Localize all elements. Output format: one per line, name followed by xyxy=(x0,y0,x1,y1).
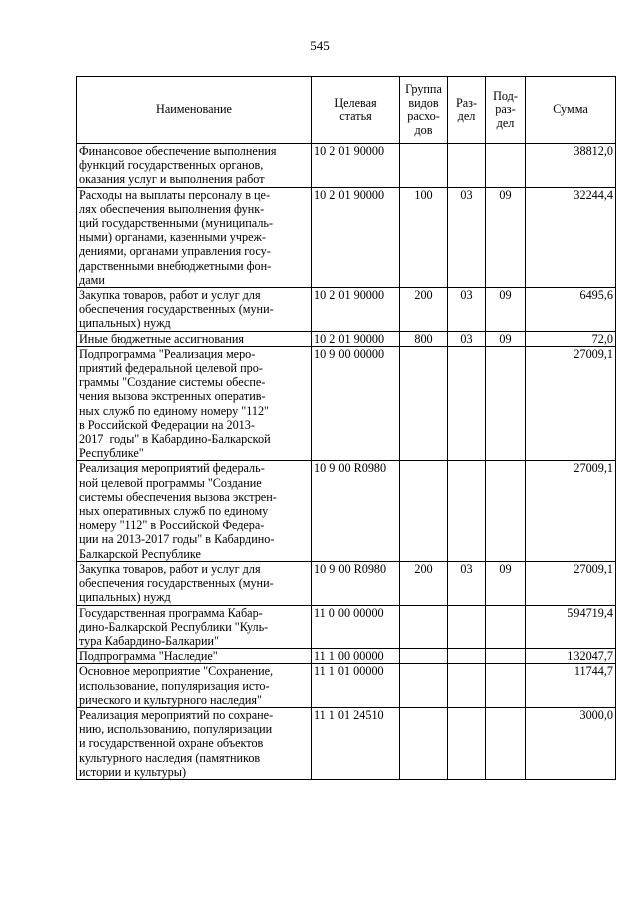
cell-target: 10 2 01 90000 xyxy=(312,331,400,346)
cell-target: 10 9 00 R0980 xyxy=(312,461,400,561)
table-row xyxy=(77,144,616,188)
header-target: Целевая статья xyxy=(312,77,400,144)
cell-name xyxy=(77,144,312,188)
cell-target: 11 1 00 00000 xyxy=(312,649,400,664)
row-name-text: Иные бюджетные ассигнования xyxy=(79,331,245,346)
cell-target: 11 1 01 24510 xyxy=(312,707,400,779)
cell-group: 100 xyxy=(400,187,448,287)
cell-section: 03 xyxy=(448,331,486,346)
cell-name xyxy=(77,187,312,287)
table-row xyxy=(77,346,616,461)
cell-name xyxy=(77,664,312,708)
cell-sum: 11744,7 xyxy=(526,664,616,708)
header-section: Раз- дел xyxy=(448,77,486,144)
cell-target: 10 9 00 R0980 xyxy=(312,561,400,605)
cell-group: 800 xyxy=(400,331,448,346)
cell-subsection: 09 xyxy=(486,187,526,287)
row-name-text: Расходы на выплаты персоналу в це- лях обеспечения выполнения функ- ций государственными (муниципаль- ными) органами, казенными учреж- дениями, органами управления госу- дарственными внебюджетными фон- дами xyxy=(79,187,274,287)
row-name-text: Закупка товаров, работ и услуг для обеспечения государственных (муни- ципальных) нужд xyxy=(79,288,274,331)
cell-sum: 27009,1 xyxy=(526,461,616,561)
cell-group: 200 xyxy=(400,288,448,332)
cell-sum: 132047,7 xyxy=(526,649,616,664)
cell-section xyxy=(448,649,486,664)
header-subsection: Под- раз- дел xyxy=(486,77,526,144)
cell-section xyxy=(448,461,486,561)
cell-group xyxy=(400,605,448,649)
row-name-text: Государственная программа Кабар- дино-Балкарской Республики "Куль- тура Кабардино-Балкарии" xyxy=(79,605,269,648)
table-row xyxy=(77,707,616,779)
cell-sum: 3000,0 xyxy=(526,707,616,779)
header-sum: Сумма xyxy=(526,77,616,144)
cell-target: 10 9 00 00000 xyxy=(312,346,400,461)
cell-section xyxy=(448,605,486,649)
table-row xyxy=(77,331,616,346)
cell-subsection: 09 xyxy=(486,331,526,346)
row-name-text: Реализация мероприятий федераль- ной целевой программы "Создание системы обеспечения вызова экстрен- ных оперативных служб по единому номеру "112" в Российской Федера- ции на 2013-2017 годы" в Кабардино- Балкарской Республике xyxy=(79,461,277,561)
row-name-text: Основное мероприятие "Сохранение, использование, популяризация исто- рического и культурного наследия" xyxy=(79,664,274,707)
cell-name xyxy=(77,331,312,346)
cell-target: 11 0 00 00000 xyxy=(312,605,400,649)
cell-name xyxy=(77,561,312,605)
row-name-text: Подпрограмма "Реализация меро- приятий федеральной целевой про- граммы "Создание системы обеспе- чения вызова экстренных оператив- ных служб по единому номеру "112" в Российской Федерации на 2013- 2017 годы" в Кабардино-Балкарской Республике" xyxy=(79,346,271,461)
cell-sum: 72,0 xyxy=(526,331,616,346)
cell-group xyxy=(400,144,448,188)
cell-name xyxy=(77,605,312,649)
table-row xyxy=(77,187,616,287)
cell-sum: 32244,4 xyxy=(526,187,616,287)
row-name-text: Закупка товаров, работ и услуг для обеспечения государственных (муни- ципальных) нужд xyxy=(79,561,274,605)
table-row xyxy=(77,561,616,605)
cell-section xyxy=(448,346,486,461)
cell-sum: 27009,1 xyxy=(526,346,616,461)
page-number: 545 xyxy=(310,38,330,53)
cell-target: 10 2 01 90000 xyxy=(312,144,400,188)
cell-sum: 27009,1 xyxy=(526,561,616,605)
table-row xyxy=(77,664,616,708)
cell-section: 03 xyxy=(448,561,486,605)
cell-subsection xyxy=(486,649,526,664)
row-name-text: Финансовое обеспечение выполнения функций государственных органов, оказания услуг и выполнения работ xyxy=(79,144,277,187)
cell-name xyxy=(77,461,312,561)
budget-table xyxy=(76,76,616,780)
cell-sum: 6495,6 xyxy=(526,288,616,332)
cell-section xyxy=(448,144,486,188)
header-group: Группа видов расхо- дов xyxy=(400,77,448,144)
cell-group xyxy=(400,461,448,561)
row-name-text: Подпрограмма "Наследие" xyxy=(79,649,218,664)
cell-target: 10 2 01 90000 xyxy=(312,288,400,332)
cell-subsection xyxy=(486,605,526,649)
cell-group xyxy=(400,346,448,461)
row-name-text: Реализация мероприятий по сохране- нию, использованию, популяризации и государственной охране объектов культурного наследия (памятников истории и культуры) xyxy=(79,707,274,779)
cell-group: 200 xyxy=(400,561,448,605)
cell-group xyxy=(400,664,448,708)
cell-subsection xyxy=(486,346,526,461)
cell-section xyxy=(448,664,486,708)
cell-name xyxy=(77,649,312,664)
cell-name xyxy=(77,346,312,461)
cell-subsection xyxy=(486,461,526,561)
cell-subsection xyxy=(486,664,526,708)
cell-sum: 38812,0 xyxy=(526,144,616,188)
cell-group xyxy=(400,649,448,664)
table-row xyxy=(77,649,616,664)
cell-section: 03 xyxy=(448,288,486,332)
table-row xyxy=(77,288,616,332)
cell-group xyxy=(400,707,448,779)
table-row xyxy=(77,461,616,561)
cell-sum: 594719,4 xyxy=(526,605,616,649)
cell-subsection: 09 xyxy=(486,288,526,332)
cell-name xyxy=(77,288,312,332)
cell-section: 03 xyxy=(448,187,486,287)
cell-subsection xyxy=(486,144,526,188)
cell-target: 11 1 01 00000 xyxy=(312,664,400,708)
cell-target: 10 2 01 90000 xyxy=(312,187,400,287)
cell-name xyxy=(77,707,312,779)
header-name: Наименование xyxy=(77,77,312,144)
table-row xyxy=(77,605,616,649)
cell-subsection xyxy=(486,707,526,779)
cell-subsection: 09 xyxy=(486,561,526,605)
cell-section xyxy=(448,707,486,779)
table-header-row xyxy=(77,77,616,144)
